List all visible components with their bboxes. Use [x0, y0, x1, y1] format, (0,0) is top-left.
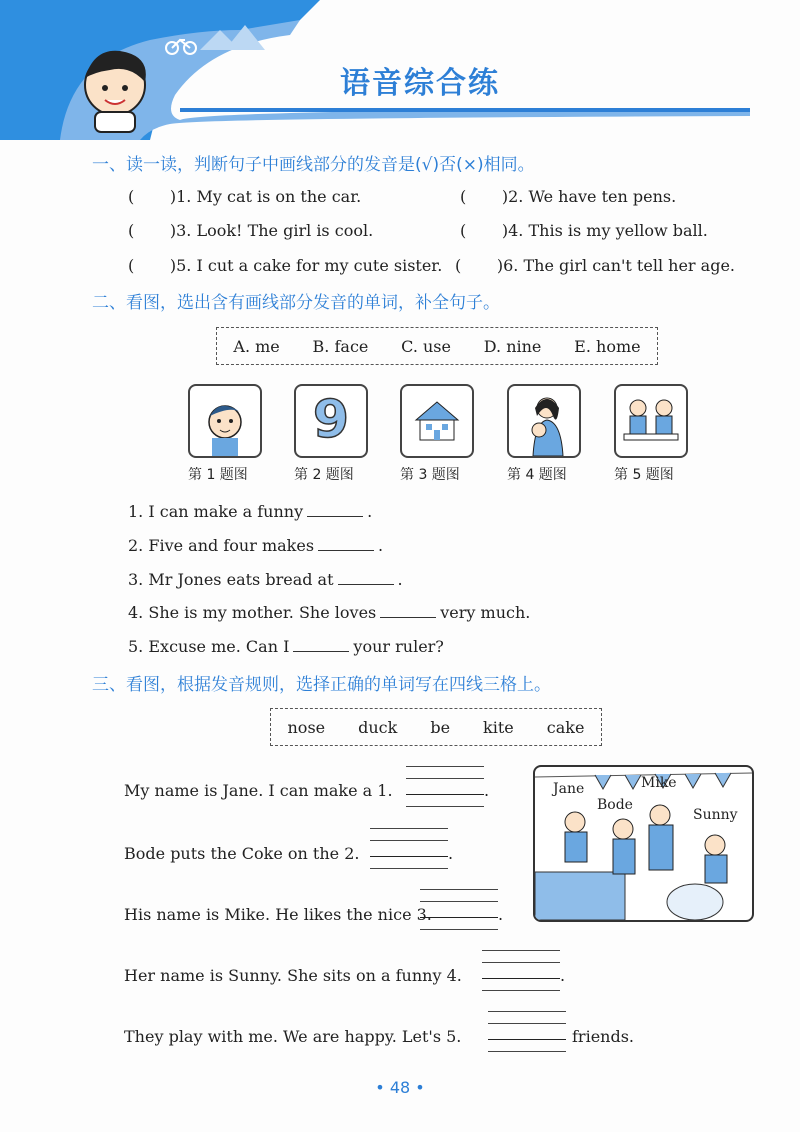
four-line-grid[interactable]: [420, 889, 498, 929]
picture-4-mother-child: [507, 384, 581, 458]
caption-1: 第 1 题图: [188, 467, 248, 483]
option: C. use: [401, 336, 451, 356]
s3-sentence-2: Bode puts the Coke on the 2.: [124, 844, 360, 863]
s1-item-5: ( )5. I cut a cake for my cute sister.: [128, 256, 443, 275]
s2-sentence-4: 4. She is my mother. She loves very much.: [128, 603, 531, 622]
answer-blank[interactable]: [380, 617, 436, 618]
s3-end-1: .: [484, 781, 490, 800]
s1-item-1: ( )1. My cat is on the car.: [128, 187, 362, 206]
answer-blank[interactable]: [318, 550, 374, 551]
option: D. nine: [483, 336, 542, 356]
s3-sentence-5: They play with me. We are happy. Let's 5.: [124, 1027, 462, 1046]
label-mike: Mike: [641, 775, 677, 791]
word: nose: [287, 717, 326, 737]
section3-heading: 三、看图，根据发音规则，选择正确的单词写在四线三格上。: [92, 675, 551, 695]
caption-3: 第 3 题图: [400, 467, 460, 483]
section1-heading: 一、读一读，判断句子中画线部分的发音是(√)否(×)相同。: [92, 155, 535, 175]
s3-end-2: .: [448, 844, 454, 863]
s3-end-5: friends.: [572, 1027, 634, 1046]
s1-item-3: ( )3. Look! The girl is cool.: [128, 221, 374, 240]
caption-5: 第 5 题图: [614, 467, 674, 483]
s1-item-6: ( )6. The girl can't tell her age.: [455, 256, 735, 275]
page-title: 语音综合练: [340, 66, 500, 101]
caption-2: 第 2 题图: [294, 467, 354, 483]
word: cake: [546, 717, 585, 737]
s3-sentence-1: My name is Jane. I can make a 1.: [124, 781, 393, 800]
options-box: [216, 327, 658, 365]
label-bode: Bode: [597, 797, 633, 813]
picture-5-children: [614, 384, 688, 458]
word-box: [270, 708, 602, 746]
answer-blank[interactable]: [293, 651, 349, 652]
s3-end-4: .: [560, 966, 566, 985]
s3-sentence-4: Her name is Sunny. She sits on a funny 4.: [124, 966, 462, 985]
s1-item-2: ( )2. We have ten pens.: [460, 187, 677, 206]
section2-heading: 二、看图，选出含有画线部分发音的单词，补全句子。: [92, 293, 500, 313]
scene-illustration: [533, 765, 754, 922]
page-number: • 48 •: [375, 1078, 425, 1097]
label-jane: Jane: [553, 781, 585, 797]
picture-2-number-nine: 9: [294, 384, 368, 458]
label-sunny: Sunny: [693, 807, 738, 823]
s1-item-4: ( )4. This is my yellow ball.: [460, 221, 708, 240]
word: be: [430, 717, 451, 737]
picture-1-boy-face: [188, 384, 262, 458]
answer-blank[interactable]: [307, 516, 363, 517]
s3-sentence-3: His name is Mike. He likes the nice 3.: [124, 905, 432, 924]
picture-3-house: [400, 384, 474, 458]
word: kite: [483, 717, 514, 737]
four-line-grid[interactable]: [370, 828, 448, 868]
s2-sentence-2: 2. Five and four makes .: [128, 536, 384, 555]
s2-sentence-5: 5. Excuse me. Can I your ruler?: [128, 637, 444, 656]
caption-4: 第 4 题图: [507, 467, 567, 483]
s2-sentence-3: 3. Mr Jones eats bread at .: [128, 570, 403, 589]
option: A. me: [233, 336, 280, 356]
option: E. home: [574, 336, 641, 356]
answer-blank[interactable]: [338, 584, 394, 585]
word: duck: [358, 717, 398, 737]
option: B. face: [312, 336, 369, 356]
s2-sentence-1: 1. I can make a funny .: [128, 502, 373, 521]
four-line-grid[interactable]: [488, 1011, 566, 1051]
four-line-grid[interactable]: [406, 766, 484, 806]
four-line-grid[interactable]: [482, 950, 560, 990]
s3-end-3: .: [498, 905, 504, 924]
